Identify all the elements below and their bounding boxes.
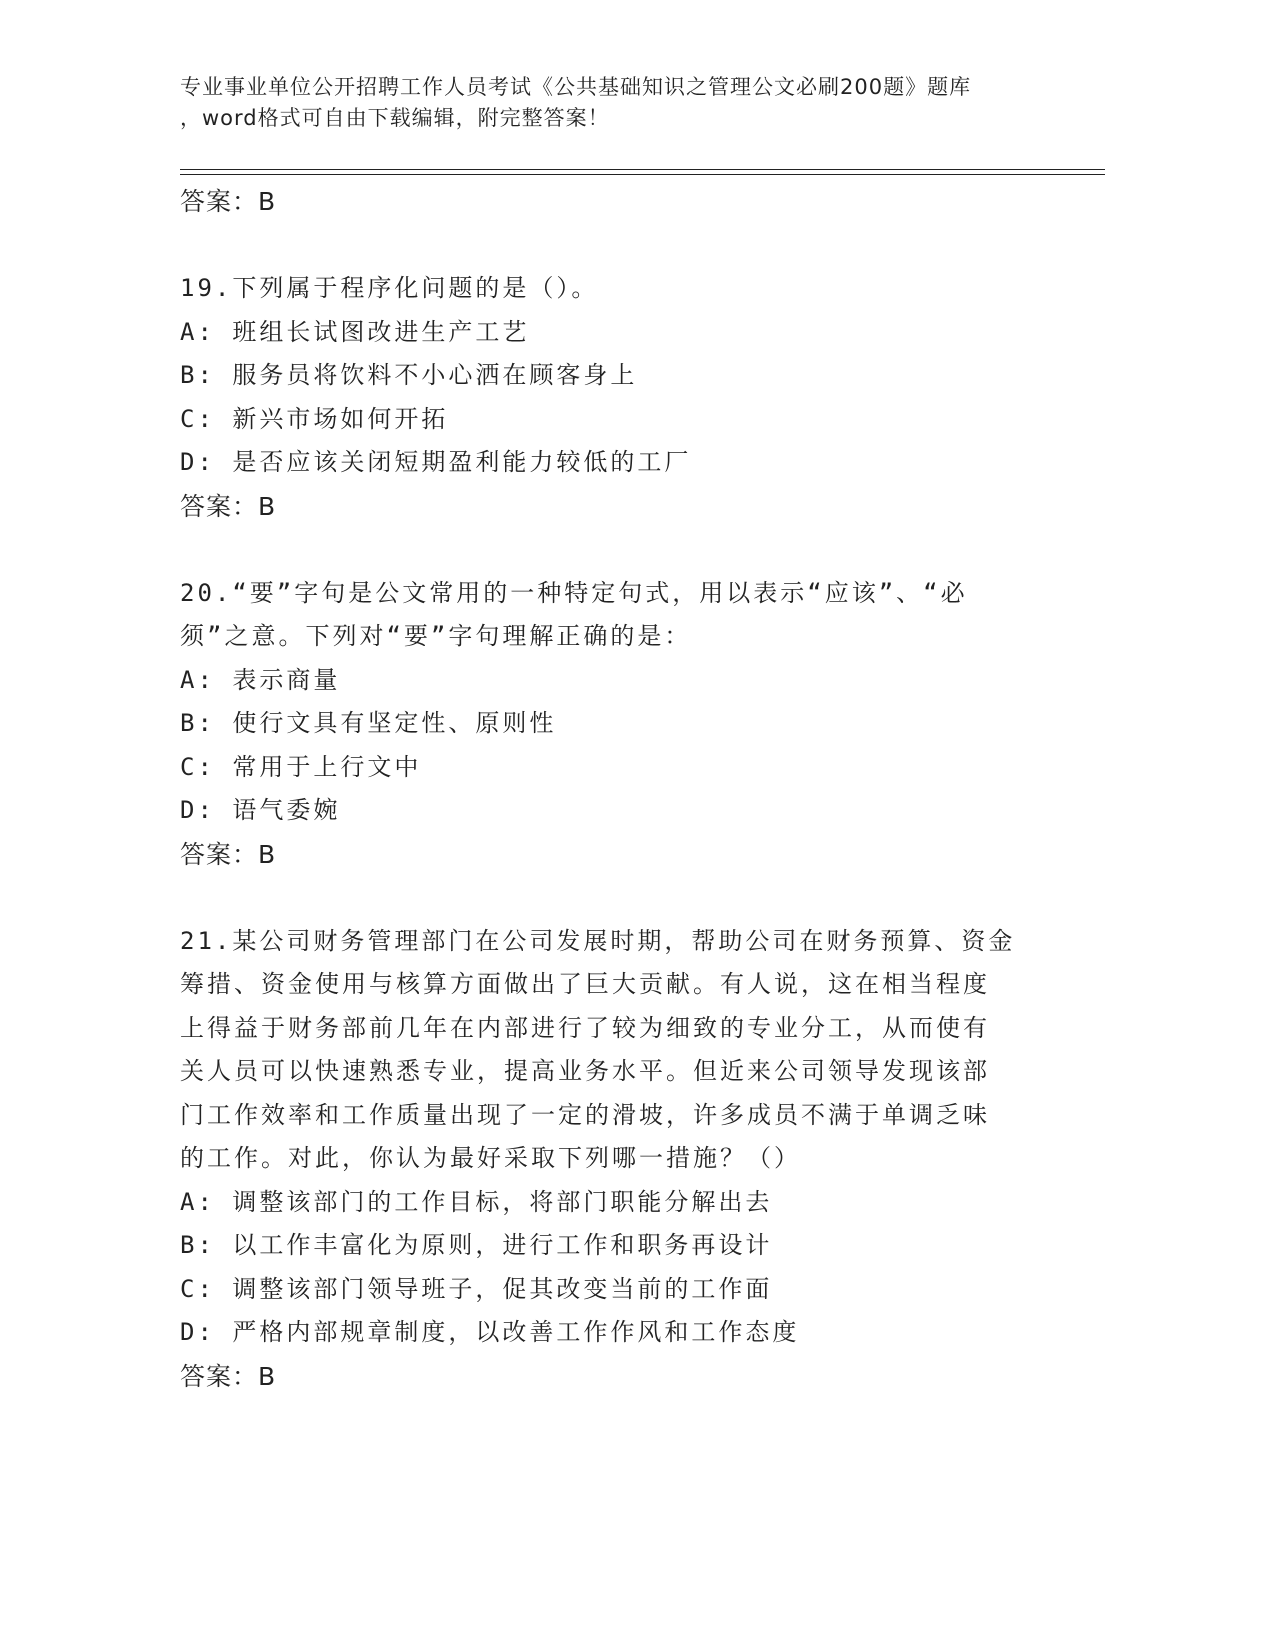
header-title-line-1: 专业事业单位公开招聘工作人员考试《公共基础知识之管理公文必刷200题》题库: [180, 75, 972, 99]
option-a: A: 调整该部门的工作目标，将部门职能分解出去: [180, 1187, 773, 1216]
spacer: [180, 877, 1060, 920]
question-text-line: 19.下列属于程序化问题的是（）。: [180, 274, 599, 302]
question-text: [180, 572, 1060, 659]
question-text-line: 21.某公司财务管理部门在公司发展时期，帮助公司在财务预算、资金: [180, 926, 1016, 955]
spacer: [180, 224, 1060, 267]
question-block: [180, 572, 1060, 877]
document-header: [180, 72, 1080, 134]
option-c: C: 调整该部门领导班子，促其改变当前的工作面: [180, 1274, 773, 1303]
option-d: D: 语气委婉: [180, 796, 341, 824]
option-c: C: 新兴市场如何开拓: [180, 404, 449, 433]
answer-line: 答案：B: [180, 839, 277, 869]
answer-line: 答案：B: [180, 187, 277, 216]
header-title-line-2: ，word格式可自由下载编辑，附完整答案！: [180, 106, 610, 130]
question-block: [180, 267, 1060, 529]
question-text-line: 门工作效率和工作质量出现了一定的滑坡，许多成员不满于单调乏味: [180, 1100, 990, 1129]
option-b: B: 以工作丰富化为原则，进行工作和职务再设计: [180, 1231, 773, 1259]
option-b: B: 使行文具有坚定性、原则性: [180, 709, 557, 737]
option-c: C: 常用于上行文中: [180, 752, 422, 781]
option-a: A: 表示商量: [180, 665, 341, 694]
question-text-line: 筹措、资金使用与核算方面做出了巨大贡献。有人说，这在相当程度: [180, 970, 990, 998]
question-block: [180, 920, 1060, 1399]
header-divider-top: [180, 169, 1105, 170]
answer-line: 答案：B: [180, 491, 277, 521]
option-d: D: 是否应该关闭短期盈利能力较低的工厂: [180, 448, 692, 476]
option-a: A: 班组长试图改进生产工艺: [180, 317, 530, 346]
question-text-line: 关人员可以快速熟悉专业，提高业务水平。但近来公司领导发现该部: [180, 1057, 990, 1085]
option-d: D: 严格内部规章制度，以改善工作作风和工作态度: [180, 1318, 800, 1346]
question-text-line: 上得益于财务部前几年在内部进行了较为细致的专业分工，从而使有: [180, 1013, 990, 1042]
answer-line: 答案：B: [180, 1361, 277, 1391]
question-text-line: 须”之意。下列对“要”字句理解正确的是：: [180, 622, 692, 650]
document-body: [180, 180, 1060, 1399]
question-text-line: 20.“要”字句是公文常用的一种特定句式，用以表示“应该”、“必: [180, 578, 968, 607]
header-divider-bottom: [180, 174, 1105, 175]
question-text: [180, 920, 1060, 1181]
option-b: B: 服务员将饮料不小心洒在顾客身上: [180, 361, 638, 389]
question-text: [180, 267, 1060, 311]
question-text-line: 的工作。对此，你认为最好采取下列哪一措施？（）: [180, 1144, 801, 1172]
spacer: [180, 529, 1060, 572]
